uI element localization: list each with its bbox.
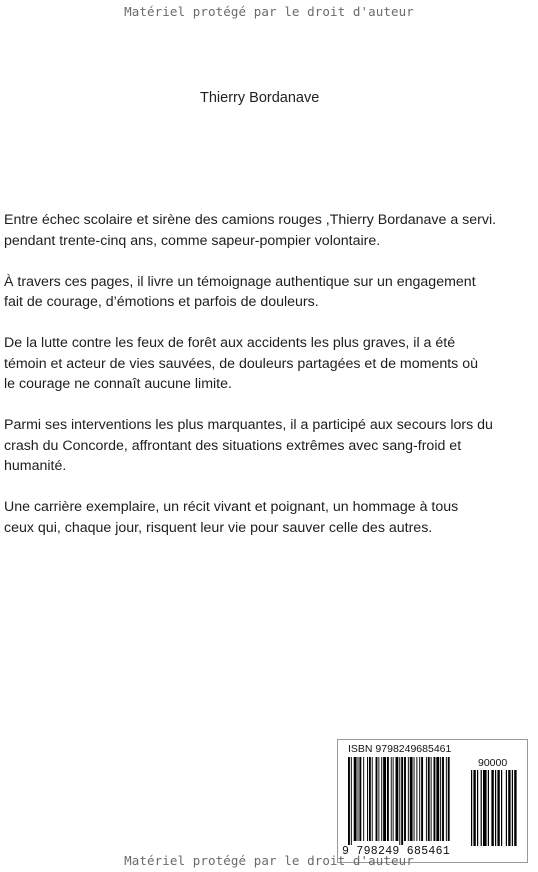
addon-bar: [488, 770, 489, 846]
blurb-line: fait de courage, d’émotions et parfois de douleurs.: [4, 294, 319, 310]
blurb-line: pendant trente-cinq ans, comme sapeur-pompier volontaire.: [4, 232, 381, 249]
barcode-bar: [393, 757, 394, 841]
addon-bar: [514, 770, 516, 846]
barcode-bar: [381, 757, 382, 841]
barcode-bar: [359, 757, 361, 841]
barcode-bar: [446, 757, 447, 841]
barcode-bar: [404, 757, 406, 841]
addon-bar: [512, 770, 513, 846]
barcode-bar: [448, 757, 450, 841]
barcode-bar: [383, 757, 386, 841]
blurb-line: Entre échec scolaire et sirène des camions rouges ,Thierry Bordanave a servi.: [4, 212, 497, 228]
back-cover-blurb: [4, 210, 524, 559]
barcode-bar: [358, 757, 359, 841]
barcode-bar: [396, 757, 399, 841]
barcode-bar: [367, 757, 368, 841]
author-name: Thierry Bordanave: [200, 90, 320, 106]
isbn-label: ISBN 9798249685461: [348, 743, 452, 755]
blurb-paragraph-1: [4, 210, 524, 251]
blurb-line: témoin et acteur de vies sauvées, de douleurs partagées et de moments où: [4, 355, 478, 372]
blurb-line: De la lutte contre les feux de forêt aux accidents les plus graves, il a été: [4, 335, 456, 351]
copyright-watermark-top: Matériel protégé par le droit d'auteur: [124, 4, 414, 19]
copyright-watermark-bottom: Matériel protégé par le droit d'auteur: [124, 853, 414, 868]
addon-bar: [471, 770, 472, 846]
barcode-bar: [363, 757, 364, 841]
blurb-paragraph-5: [4, 497, 524, 538]
blurb-paragraph-2: [4, 272, 524, 313]
blurb-line: Une carrière exemplaire, un récit vivant et poignant, un hommage à tous: [4, 499, 459, 515]
blurb-line: crash du Concorde, affrontant des situations extrêmes avec sang-froid et: [4, 437, 462, 454]
addon-bar: [501, 770, 502, 846]
barcode-bar: [387, 757, 389, 841]
barcode-bar: [369, 757, 371, 841]
barcode-bar: [434, 757, 436, 841]
barcode-bar: [372, 757, 373, 841]
barcode-bar: [426, 757, 427, 841]
barcode-bar: [354, 757, 357, 841]
barcode-bar: [421, 757, 423, 841]
addon-bar: [495, 770, 496, 846]
barcode-bar: [436, 757, 439, 841]
addon-bar: [483, 770, 487, 846]
barcode-bar: [410, 757, 413, 841]
ean-barcode-bars: [348, 757, 470, 847]
addon-bar: [508, 770, 510, 846]
barcode-bar: [416, 757, 417, 841]
addon-bar: [481, 770, 482, 846]
addon-bar: [477, 770, 478, 846]
blurb-paragraph-3: [4, 333, 524, 395]
addon-bar: [473, 770, 475, 846]
barcode-bar: [440, 757, 441, 841]
blurb-line: À travers ces pages, il livre un témoignage authentique sur un engagement: [4, 273, 476, 290]
blurb-line: ceux qui, chaque jour, risquent leur vie pour sauver celle des autres.: [4, 519, 433, 536]
blurb-line: Parmi ses interventions les plus marquantes, il a participé aux secours lors du: [4, 417, 493, 433]
barcode-bar: [378, 757, 379, 841]
barcode-bar: [351, 757, 352, 845]
addon-digits: 90000: [478, 757, 508, 769]
barcode-bar: [419, 757, 420, 841]
barcode-bar: [401, 757, 403, 845]
barcode-bar: [428, 757, 430, 841]
blurb-line: le courage ne connaît aucune limite.: [4, 376, 232, 392]
addon-barcode-bars: [471, 770, 519, 848]
addon-bar: [506, 770, 507, 846]
barcode-bar: [391, 757, 392, 841]
blurb-paragraph-4: [4, 415, 524, 477]
blurb-line: humanité.: [4, 458, 67, 474]
isbn-barcode: [337, 739, 528, 863]
barcode-bar: [414, 757, 415, 841]
addon-bar: [491, 770, 493, 846]
barcode-bar: [442, 757, 444, 841]
ean-digits: 9 798249 685461: [342, 845, 451, 858]
barcode-bar: [431, 757, 432, 841]
barcode-bar: [376, 757, 378, 841]
barcode-bar: [399, 757, 400, 845]
barcode-bar: [408, 757, 409, 841]
barcode-bar: [348, 757, 350, 845]
addon-bar: [497, 770, 499, 846]
